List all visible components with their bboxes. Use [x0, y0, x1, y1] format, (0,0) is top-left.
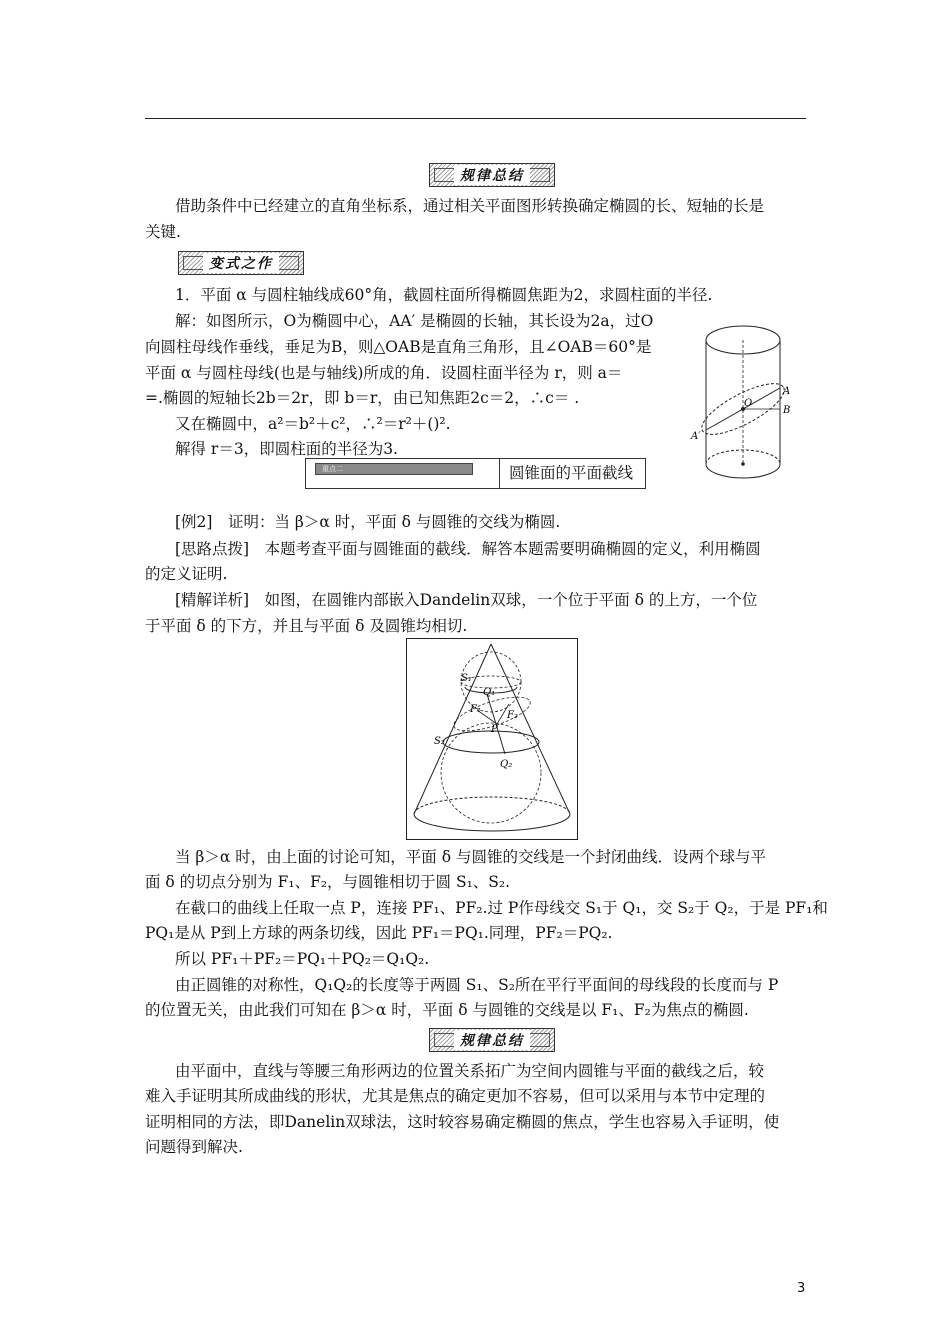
label-F2: F₂: [507, 710, 518, 721]
solution-line: 平面 α 与圆柱母线(也是与轴线)所成的角．设圆柱面半径为 r，则 a＝: [145, 364, 623, 382]
proof-line: 当 β＞α 时，由上面的讨论可知，平面 δ 与圆锥的交线是一个封闭曲线．设两个球与平: [175, 848, 766, 866]
label-S2: S₂: [434, 736, 445, 747]
label-F1: F₁: [470, 704, 481, 715]
label-S1: S₁: [461, 673, 472, 684]
example-analysis: [精解详析] 如图，在圆锥内部嵌入Dandelin双球，一个位于平面 δ 的上方，一个位: [175, 591, 758, 609]
header-rule: [145, 118, 806, 119]
label-O: O: [744, 398, 753, 409]
page-number: 3: [797, 1281, 806, 1296]
summary-text-2: 关键.: [145, 223, 181, 241]
proof-line: 面 δ 的切点分别为 F₁、F₂，与圆锥相切于圆 S₁、S₂.: [145, 873, 511, 891]
summary2-line: 由平面中，直线与等腰三角形两边的位置关系拓广为空间内圆锥与平面的截线之后，较: [175, 1062, 765, 1080]
example-analysis-cont: 于平面 δ 的下方，并且与平面 δ 及圆锥均相切.: [145, 617, 468, 635]
example-hint: [思路点拨] 本题考查平面与圆锥面的截线．解答本题需要明确椭圆的定义，利用椭圆: [175, 540, 761, 558]
proof-line: 的位置无关，由此我们可知在 β＞α 时，平面 δ 与圆锥的交线是以 F₁、F₂为焦点的椭圆.: [145, 1001, 749, 1019]
summary-header: 规律总结: [429, 163, 555, 187]
summary-text-1: 借助条件中已经建立的直角坐标系，通过相关平面图形转换确定椭圆的长、短轴的长是: [175, 197, 765, 215]
summary2-line: 证明相同的方法，即Danelin双球法，这时较容易确定椭圆的焦点，学生也容易入手证明，使: [145, 1113, 780, 1131]
key-point-title: 圆锥面的平面截线: [509, 464, 634, 482]
summary2-line: 难入手证明其所成曲线的形状，尤其是焦点的确定更加不容易，但可以采用与本节中定理的: [145, 1087, 766, 1105]
proof-line: PQ₁是从 P到上方球的两条切线，因此 PF₁＝PQ₁.同理，PF₂＝PQ₂.: [145, 924, 613, 942]
example-statement: [例2] 证明：当 β＞α 时，平面 δ 与圆锥的交线为椭圆.: [175, 513, 561, 531]
summary-header-2: 规律总结: [429, 1028, 555, 1052]
solution-line: =.椭圆的短轴长2b＝2r，即 b＝r，由已知焦距2c＝2，∴c＝ .: [145, 389, 580, 407]
proof-line: 在截口的曲线上任取一点 P，连接 PF₁、PF₂.过 P作母线交 S₁于 Q₁，交 S₂于 Q₂，于是 PF₁和: [175, 899, 828, 917]
solution-line: 向圆柱母线作垂线，垂足为B，则△OAB是直角三角形，且∠OAB＝60°是: [145, 338, 652, 356]
label-A: A: [783, 386, 791, 397]
label-B: B: [783, 405, 791, 416]
proof-line: 所以 PF₁＋PF₂＝PQ₁＋PQ₂＝Q₁Q₂.: [175, 950, 430, 968]
key-point-banner: [305, 458, 646, 489]
proof-line: 由正圆锥的对称性，Q₁Q₂的长度等于两圆 S₁、S₂所在平行平面间的母线段的长度而与 P: [175, 976, 779, 994]
label-A-prime: A′: [691, 431, 701, 442]
cylinder-figure: [688, 318, 800, 510]
summary2-line: 问题得到解决.: [145, 1138, 243, 1156]
label-Q2: Q₂: [500, 759, 513, 770]
example-hint-cont: 的定义证明.: [145, 565, 228, 583]
label-P: P: [491, 724, 498, 735]
variation-header: 变式之作: [178, 251, 304, 275]
solution-line: 又在椭圆中，a²＝b²＋c²，∴²＝r²＋()².: [175, 415, 451, 433]
cone-figure: [406, 638, 578, 840]
key-point-tag: 重点二: [315, 463, 473, 475]
solution-line: 解：如图所示，O为椭圆中心，AA′ 是椭圆的长轴，其长设为2a，过O: [175, 312, 654, 330]
solution-line: 解得 r＝3，即圆柱面的半径为3.: [175, 440, 398, 458]
label-Q1: Q₁: [483, 687, 496, 698]
exercise-question: 1．平面 α 与圆柱轴线成60°角，截圆柱面所得椭圆焦距为2，求圆柱面的半径.: [175, 286, 713, 304]
